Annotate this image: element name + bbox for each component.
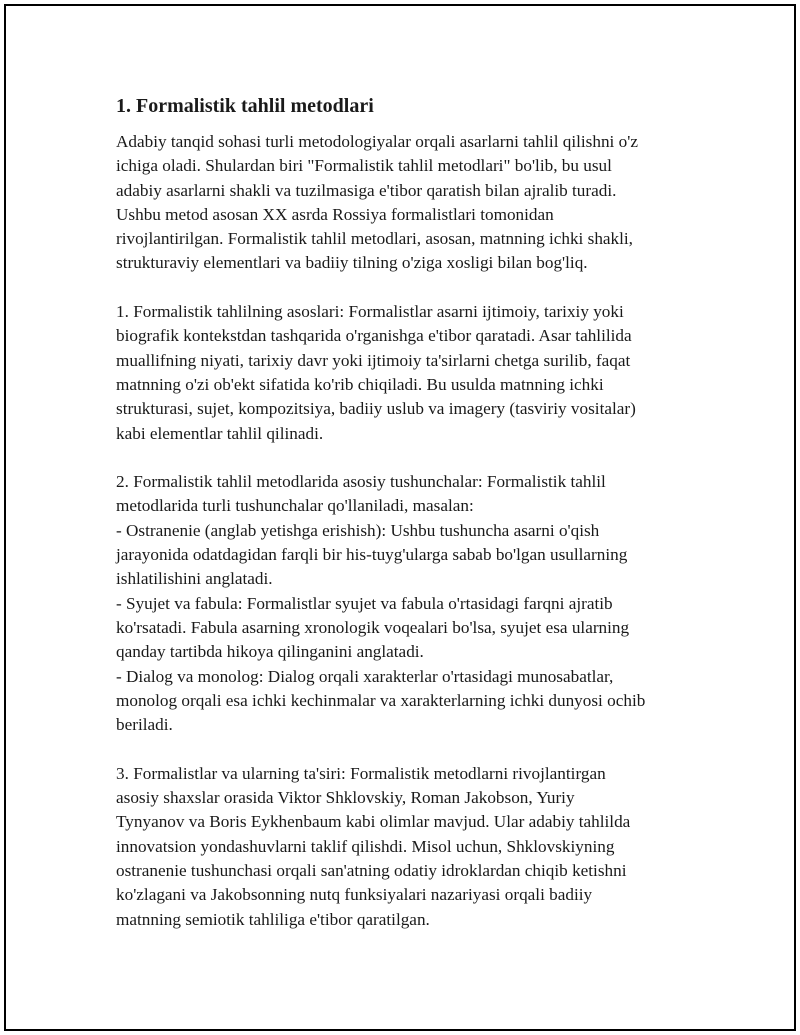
paragraph-formalism-basics: 1. Formalistik tahlilning asoslari: Formalistlar asarni ijtimoiy, tarixiy yoki biografik kontekstdan tashqarida o'rganishga e'tibor qaratadi. Asar tahlilida muallifning niyati, tarixiy davr yoki ijtimoiy ta'sirlarni chetga surilib, faqat matnning o'zi ob'ekt sifatida ko'rib chiqiladi. Bu usulda matnning ichki strukturasi, sujet, kompozitsiya, badiiy uslub va imagery (tasviriy vositalar) kabi elementlar tahlil qilinadi. xyxy=(116,302,636,443)
paragraph-formalists-influence: 3. Formalistlar va ularning ta'siri: Formalistik metodlarni rivojlantirgan asosiy shaxslar orasida Viktor Shklovskiy, Roman Jakobson, Yuriy Tynyanov va Boris Eykhenbaum kabi olimlar mavjud. Ular adabiy tahlilda innovatsion yondashuvlarni taklif qilishdi. Misol uchun, Shklovskiyning ostranenie tushunchasi orqali san'atning odatiy idroklardan chiqib ketishni ko'zlagani va Jakobsonning nutq funksiyalari nazariyasi orqali badiiy matnning semiotik tahliliga e'tibor qaratilgan. xyxy=(116,763,631,929)
intro-paragraph: Adabiy tanqid sohasi turli metodologiyalar orqali asarlarni tahlil qilishni o'z ichiga oladi. Shulardan biri "Formalistik tahlil metodlari" bo'lib, bu usul adabiy asarlarni shakli va tuzilmasiga e'tibor qaratish bilan ajralib turadi. Ushbu metod asosan XX asrda Rossiya formalistlari tomonidan rivojlantirilgan. Formalistik tahlil metodlari, asosan, matnning ichki shakli, strukturaviy elementlari va badiiy tilning o'ziga xosligi bilan bog'liq. xyxy=(116,132,638,273)
paragraph-key-concepts: 2. Formalistik tahlil metodlarida asosiy tushunchalar: Formalistik tahlil metodlarida turli tushunchalar qo'llaniladi, masalan: - Ostranenie (anglab yetishga erishish): Ushbu tushuncha asarni o'qish jarayonida odatdagidan farqli bir his-tuyg'ularga sabab bo'lgan usullarning ishlatilishini anglatadi. - Syujet va fabula: Formalistlar syujet va fabula o'rtasidagi farqni ajratib ko'rsatadi. Fabula asarning xronologik voqealari bo'lsa, syujet esa ularning qanday tartibda hikoya qilinganini anglatadi. - Dialog va monolog: Dialog orqali xarakterlar o'rtasidagi munosabatlar, monolog orqali esa ichki kechinmalar va xarakterlarning ichki dunyosi ochib beriladi. xyxy=(116,472,646,735)
section-heading: 1. Formalistik tahlil metodlari xyxy=(116,95,374,117)
document-body xyxy=(116,93,696,932)
